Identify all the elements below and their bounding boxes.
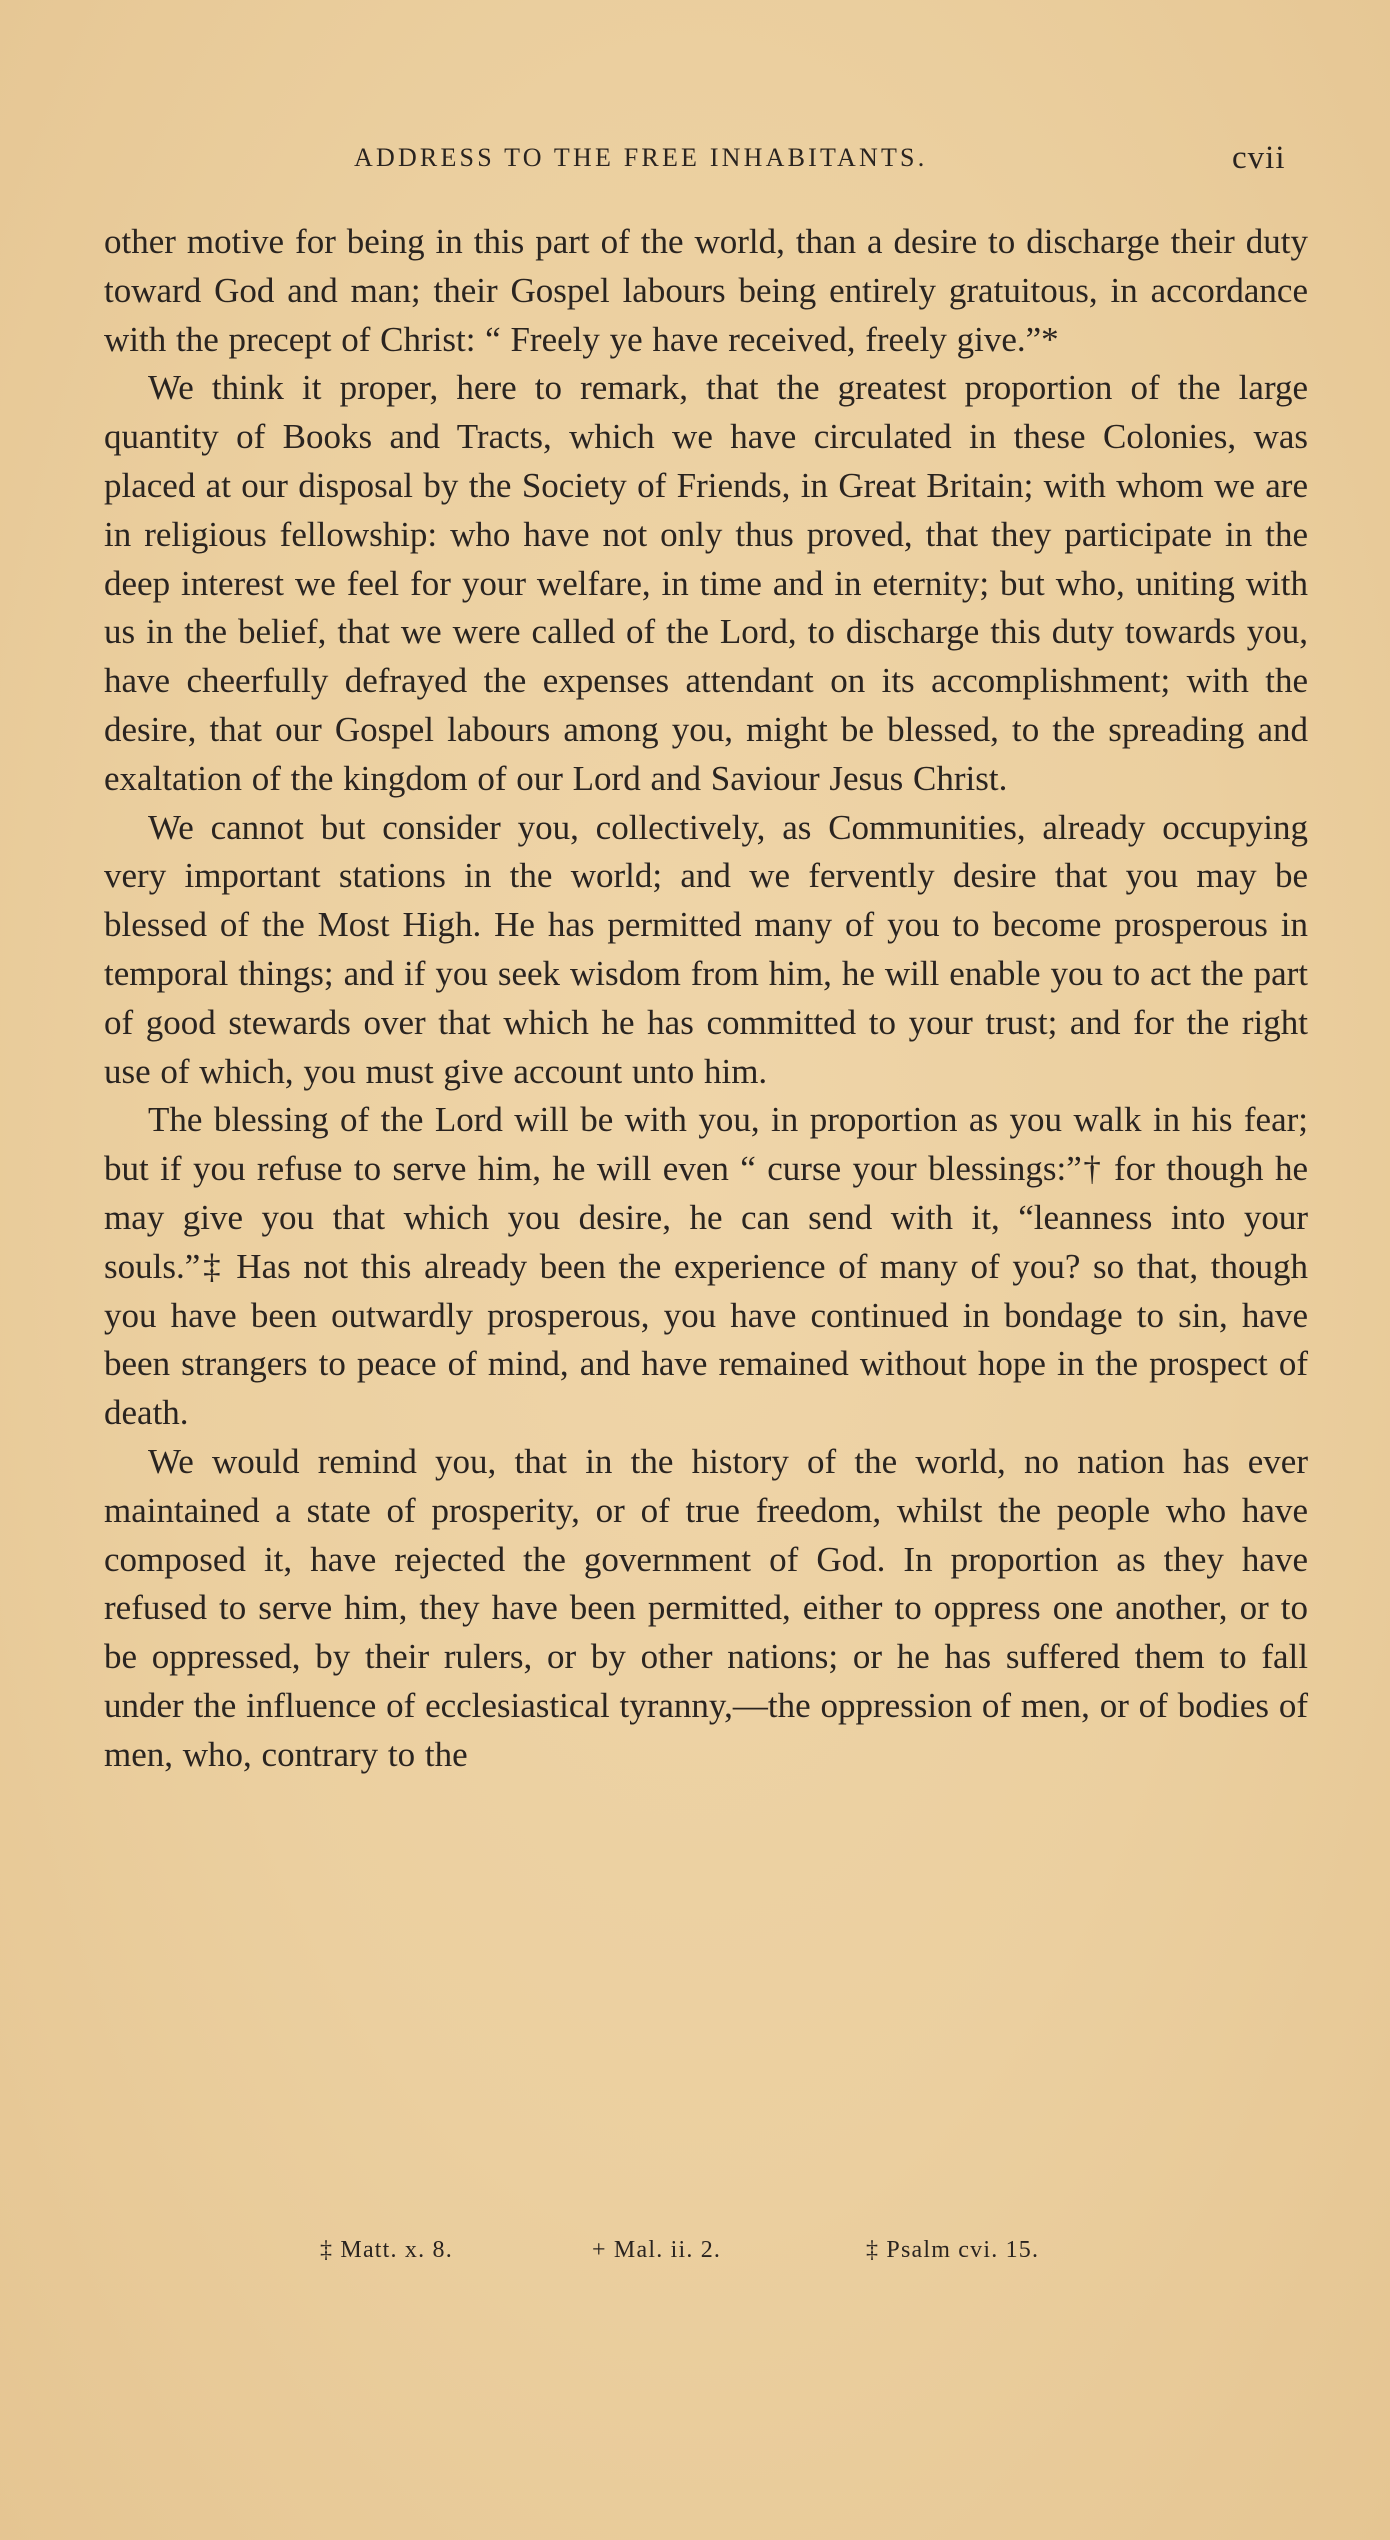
running-head bbox=[0, 138, 1390, 178]
paragraph-communities: We cannot but consider you, collectively, as Communities, already occupying very important stations in the world; and we fervently desire that you may be blessed of the Most High. He has permitted many of you to become prosperous in temporal things; and if you seek wisdom from him, he will enable you to act the part of good stewards over that which he has committed to your trust; and for the right use of which, you must give account unto him. bbox=[104, 807, 1308, 1091]
paragraph-books-and-tracts: We think it proper, here to remark, that the greatest proportion of the large quantity of Books and Tracts, which we have circulated in these Colonies, was placed at our disposal by the Society of Friends, in Great Britain; with whom we are in religious fellowship: who have not only thus proved, that they participate in the deep interest we feel for your welfare, in time and in eternity; but who, uniting with us in the belief, that we were called of the Lord, to discharge this duty towards you, have cheerfully defrayed the expenses attendant on its accomplishment; with the desire, that our Gospel labours among you, might be blessed, to the spreading and exaltation of the kingdom of our Lord and Saviour Jesus Christ. bbox=[104, 368, 1308, 798]
paragraph-blessing: The blessing of the Lord will be with you, in proportion as you walk in his fear; but if you refuse to serve him, he will even “ curse your blessings:”† for though he may give you that which you desire, he can send with it, “leanness into your souls.”‡ Has not this already been the experience of many of you? so that, though you have been outwardly prosperous, you have continued in bondage to sin, have been strangers to peace of mind, and have remained without hope in the prospect of death. bbox=[104, 1100, 1308, 1433]
running-title: ADDRESS TO THE FREE INHABITANTS. bbox=[354, 143, 928, 172]
paragraph-history-of-nations: We would remind you, that in the history of the world, no nation has ever maintained a state of prosperity, or of true freedom, whilst the people who have composed it, have rejected the government of God. In proportion as they have refused to serve him, they have been permitted, either to oppress one another, or to be oppressed, by their rulers, or by other nations; or he has suffered them to fall under the influence of ecclesiastical tyranny,—the oppression of men, or of bodies of men, who, contrary to the bbox=[104, 1441, 1308, 1774]
footnote-malachi: + Mal. ii. 2. bbox=[592, 2237, 722, 2263]
paragraph-continued: other motive for being in this part of the world, than a desire to discharge their duty toward God and man; their Gospel labours being entirely gratuitous, in accordance with the precept of Christ: “ Freely ye have received, freely give.”* bbox=[104, 222, 1308, 359]
footnotes bbox=[0, 2230, 1390, 2270]
footnote-psalm: ‡ Psalm cvi. 15. bbox=[866, 2237, 1040, 2263]
page-number: cvii bbox=[1232, 140, 1286, 176]
footnote-matthew: ‡ Matt. x. 8. bbox=[320, 2237, 453, 2263]
body-text bbox=[104, 218, 1308, 1780]
